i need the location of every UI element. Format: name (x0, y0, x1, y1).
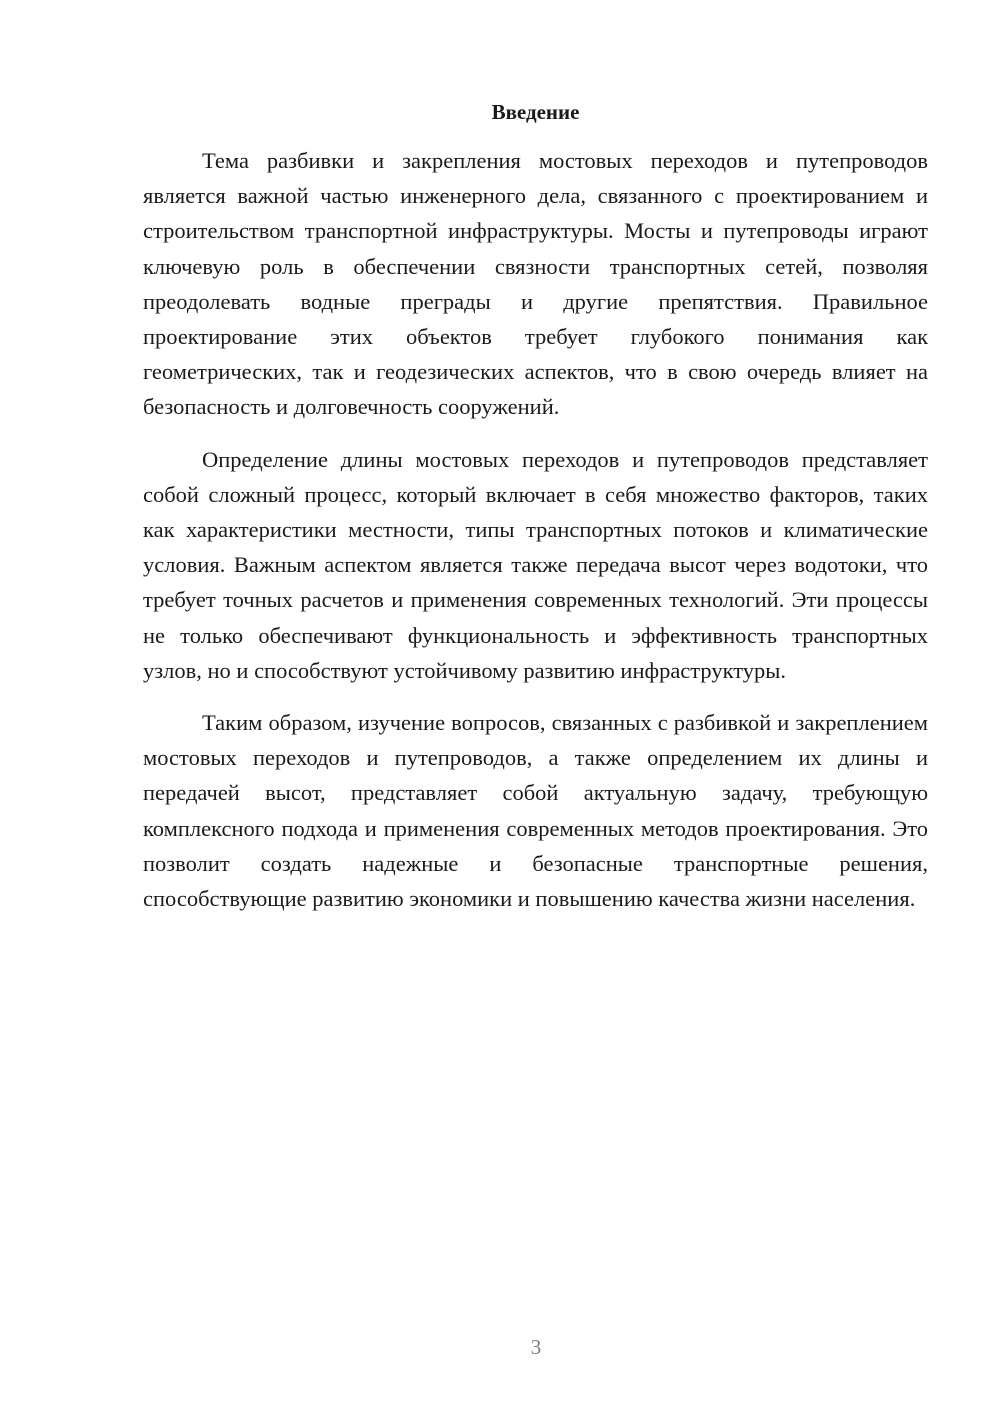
section-title: Введение (491, 100, 580, 124)
paragraph-3: Таким образом, изучение вопросов, связанных с разбивкой и закреплением мостовых переходов и путепроводов, а также определением их длины и передачей высот, представляет собой актуальную задачу, требующую комплексного подхода и применения современных методов проектирования. Это позволит создать надежные и безопасные транспортные решения, способствующие развитию экономики и повышению качества жизни населения. (143, 710, 928, 912)
paragraph-1: Тема разбивки и закрепления мостовых переходов и путепроводов является важной частью инженерного дела, связанного с проектированием и строительством транспортной инфраструктуры. Мосты и путепроводы играют ключевую роль в обеспечении связности транспортных сетей, позволяя преодолевать водные преграды и другие препятствия. Правильное проектирование этих объектов требует глубокого понимания как геометрических, так и геодезических аспектов, что в свою очередь влияет на безопасность и долговечность сооружений. (143, 148, 928, 420)
body-text (143, 143, 928, 933)
paragraph-2: Определение длины мостовых переходов и путепроводов представляет собой сложный процесс, который включает в себя множество факторов, таких как характеристики местности, типы транспортных потоков и климатические условия. Важным аспектом является также передача высот через водотоки, что требует точных расчетов и применения современных технологий. Эти процессы не только обеспечивают функциональность и эффективность транспортных узлов, но и способствуют устойчивому развитию инфраструктуры. (143, 446, 928, 683)
page-number: 3 (530, 1335, 542, 1359)
